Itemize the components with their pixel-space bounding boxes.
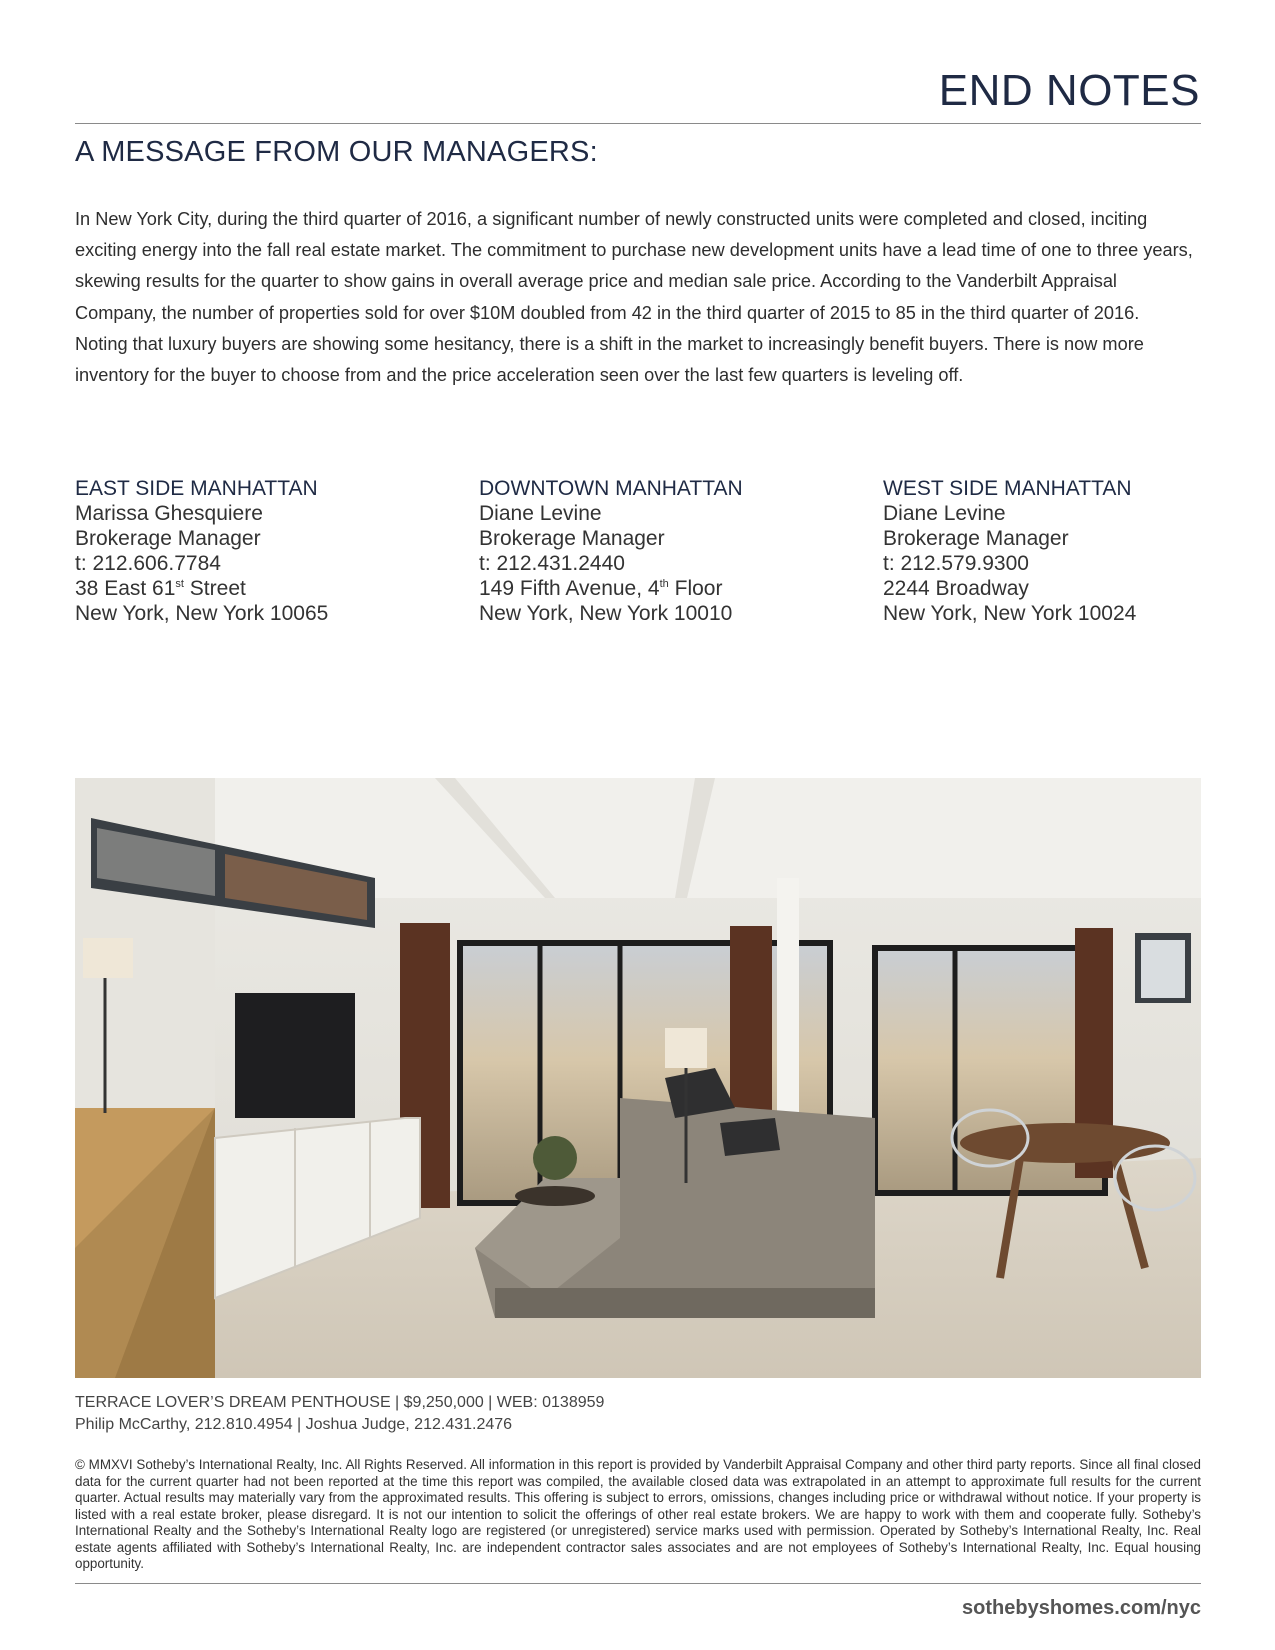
office-region: DOWNTOWN MANHATTAN (479, 477, 743, 500)
address-main: 149 Fifth Avenue, 4 (479, 577, 660, 600)
message-heading: A MESSAGE FROM OUR MANAGERS: (75, 136, 598, 168)
bottom-divider (75, 1583, 1201, 1584)
office-city: New York, New York 10024 (883, 602, 1137, 625)
address-rest: Floor (668, 577, 723, 600)
office-region: EAST SIDE MANHATTAN (75, 477, 318, 500)
website-link[interactable]: sothebyshomes.com/nyc (962, 1597, 1201, 1619)
office-downtown (479, 476, 743, 626)
manager-name: Marissa Ghesquiere (75, 502, 263, 525)
manager-name: Diane Levine (883, 502, 1006, 525)
address-main: 38 East 61 (75, 577, 176, 600)
listing-caption (75, 1392, 604, 1436)
manager-role: Brokerage Manager (883, 527, 1069, 550)
address-rest: Street (183, 577, 246, 600)
office-phone: t: 212.431.2440 (479, 552, 625, 575)
address-ordinal: th (659, 578, 669, 590)
office-east-side (75, 476, 328, 626)
manager-role: Brokerage Manager (75, 527, 261, 550)
office-address (75, 576, 328, 601)
legal-disclaimer: © MMXVI Sotheby’s International Realty, Inc. All Rights Reserved. All information in this report is provided by Vanderbilt Appraisal Company and other third party reports. Since all final closed data for the current quarter had not been reported at the time this report was compiled, the available closed data was extrapolated in an attempt to approximate full results for the current quarter. Actual results may materially vary from the approximated results. This offering is subject to errors, omissions, changes including price or withdrawal without notice. If your property is listed with a real estate broker, please disregard. It is not our intention to solicit the offerings of other real estate brokers. We are happy to work with them and cooperate fully. Sotheby’s International Realty and the Sotheby’s International Realty logo are registered (or unregistered) service marks used with permission. Operated by Sotheby’s International Realty, Inc. Real estate agents affiliated with Sotheby’s International Realty, Inc. are independent contractor sales associates and are not employees of Sotheby’s International Realty, Inc. Equal housing opportunity. (75, 1457, 1201, 1571)
office-address (479, 576, 743, 601)
office-city: New York, New York 10010 (479, 602, 733, 625)
address-ordinal: st (175, 578, 184, 590)
office-region: WEST SIDE MANHATTAN (883, 477, 1132, 500)
message-body: In New York City, during the third quarter of 2016, a significant number of newly constructed units were completed and closed, inciting exciting energy into the fall real estate market. The commitment to purchase new development units have a lead time of one to three years, skewing results for the quarter to show gains in overall average price and median sale price. According to the Vanderbilt Appraisal Company, the number of properties sold for over $10M doubled from 42 in the third quarter of 2015 to 85 in the third quarter of 2016. Noting that luxury buyers are showing some hesitancy, there is a shift in the market to increasingly benefit buyers. There is now more inventory for the buyer to choose from and the price acceleration seen over the last few quarters is leveling off. (75, 209, 1193, 386)
page-title: END NOTES (938, 66, 1200, 115)
office-phone: t: 212.606.7784 (75, 552, 221, 575)
office-west-side (883, 476, 1136, 626)
top-divider (75, 123, 1201, 124)
listing-title: TERRACE LOVER’S DREAM PENTHOUSE | $9,250,000 | WEB: 0138959 (75, 1394, 605, 1411)
penthouse-photo (75, 778, 1201, 1378)
manager-name: Diane Levine (479, 502, 602, 525)
office-address: 2244 Broadway (883, 577, 1029, 600)
office-phone: t: 212.579.9300 (883, 552, 1029, 575)
office-city: New York, New York 10065 (75, 602, 329, 625)
manager-role: Brokerage Manager (479, 527, 665, 550)
listing-agents: Philip McCarthy, 212.810.4954 | Joshua Judge, 212.431.2476 (75, 1416, 513, 1433)
